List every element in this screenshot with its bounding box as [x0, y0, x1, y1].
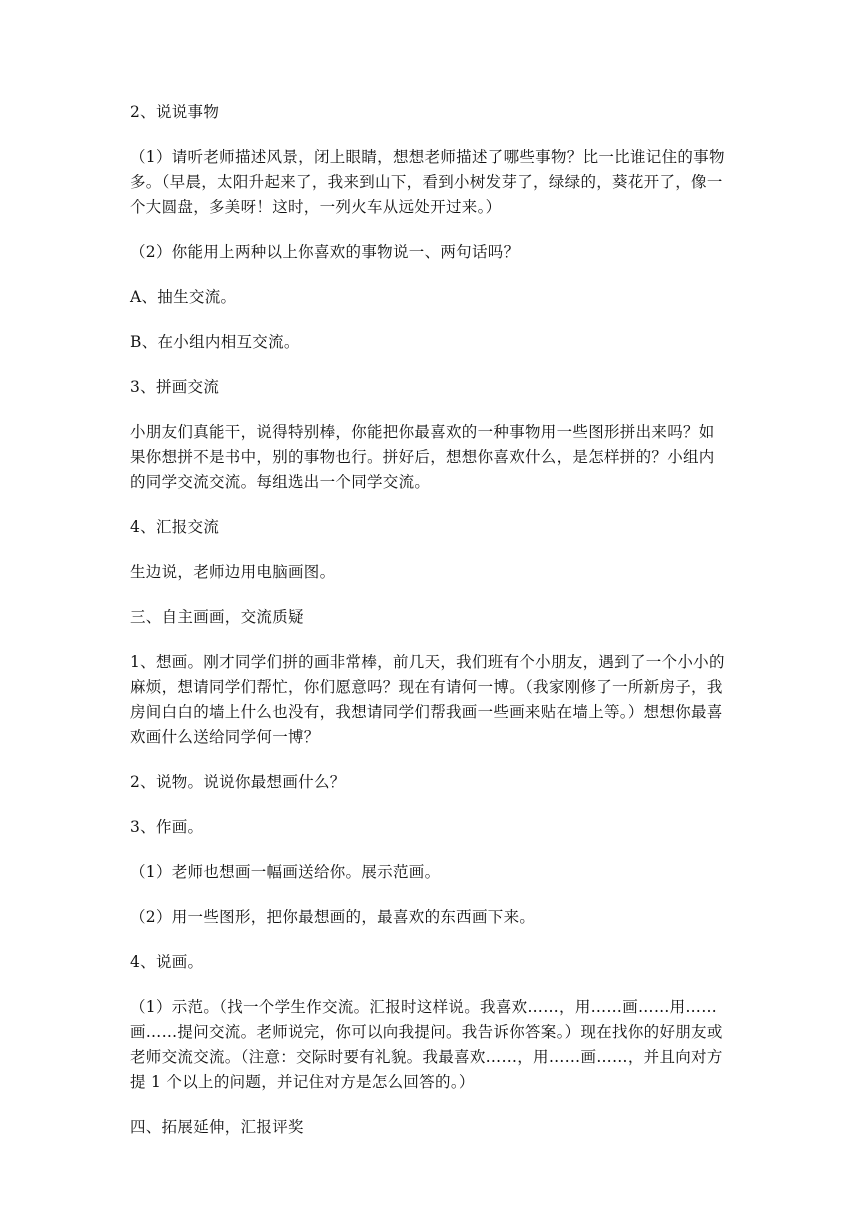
paragraph-draw-shapes: （2）用一些图形，把你最想画的，最喜欢的东西画下来。: [130, 908, 536, 926]
paragraph-think-draw: 1、想画。刚才同学们拼的画非常棒，前几天，我们班有个小朋友，遇到了一个小小的麻烦，想请同学们帮忙，你们愿意吗？现在有请何一博。（我家刚修了一所新房子，我房间白白的墙上什么也没有，我想请同学们帮我画一些画来贴在墙上等。）想想你最喜欢画什么送给同学何一博？: [130, 653, 725, 746]
chapter-heading-3: 三、自主画画，交流质疑: [130, 608, 304, 626]
item-b: B、在小组内相互交流。: [130, 333, 300, 351]
paragraph-collage: 小朋友们真能干，说得特别棒，你能把你最喜欢的一种事物用一些图形拼出来吗？如果你想拼不是书中，别的事物也行。拼好后，想想你喜欢什么，是怎样拼的？小组内的同学交流交流。每组选出一个同学交流。: [130, 423, 715, 491]
section-heading-draw: 3、作画。: [130, 818, 204, 836]
section-heading-say-drawing: 4、说画。: [130, 953, 204, 971]
document-body: [130, 100, 730, 1160]
paragraph-teacher-demo: （1）老师也想画一幅画送给你。展示范画。: [130, 863, 441, 881]
paragraph-report: 生边说，老师边用电脑画图。: [130, 563, 336, 581]
paragraph-describe-scenery: （1）请听老师描述风景，闭上眼睛，想想老师描述了哪些事物？比一比谁记住的事物多。（早晨，太阳升起来了，我来到山下，看到小树发芽了，绿绿的，葵花开了，像一个大圆盘，多美呀！这时，一列火车从远处开过来。）: [130, 148, 725, 216]
chapter-heading-4: 四、拓展延伸，汇报评奖: [130, 1118, 304, 1136]
section-heading-4: 4、汇报交流: [130, 518, 220, 536]
section-heading-3: 3、拼画交流: [130, 378, 220, 396]
section-heading-2: 2、说说事物: [130, 103, 220, 121]
paragraph-say-object: 2、说物。说说你最想画什么？: [130, 773, 346, 791]
paragraph-demonstration: （1）示范。（找一个学生作交流。汇报时这样说。我喜欢……，用……画……用……画……提问交流。老师说完，你可以向我提问。我告诉你答案。）现在找你的好朋友或老师交流交流。（注意：交际时要有礼貌。我最喜欢……，用……画……，并且向对方提 1 个以上的问题，并记住对方是怎么回答的。）: [130, 998, 723, 1091]
paragraph-make-sentences: （2）你能用上两种以上你喜欢的事物说一、两句话吗？: [130, 243, 520, 261]
item-a: A、抽生交流。: [130, 288, 237, 306]
